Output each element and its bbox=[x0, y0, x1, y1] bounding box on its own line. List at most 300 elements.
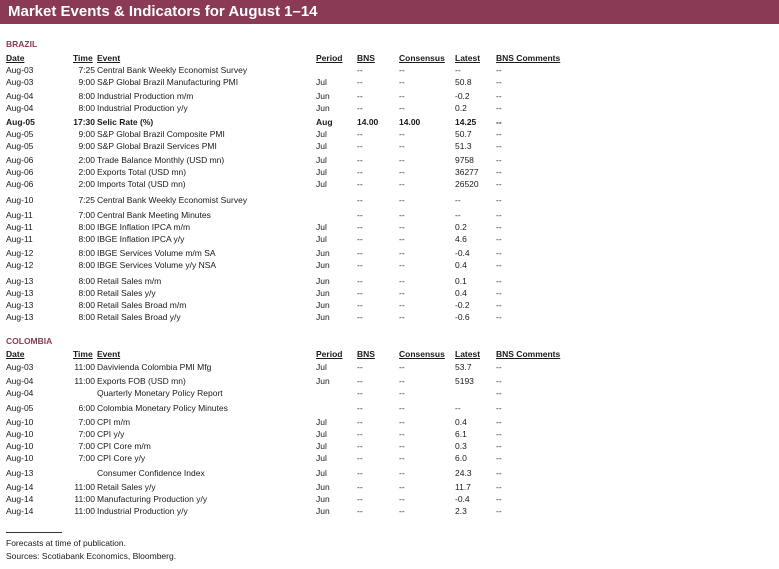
cell-period: Jun bbox=[316, 248, 330, 258]
cell-time: 11:00 bbox=[74, 482, 95, 492]
cell-bns: -- bbox=[357, 167, 363, 177]
cell-time: 8:00 bbox=[78, 260, 95, 270]
cell-event: Trade Balance Monthly (USD mn) bbox=[97, 155, 225, 165]
cell-event: Retail Sales m/m bbox=[97, 276, 162, 286]
cell-bns: -- bbox=[357, 179, 363, 189]
cell-period: Jul bbox=[316, 129, 327, 139]
cell-period: Jun bbox=[316, 312, 330, 322]
cell-date: Aug-10 bbox=[6, 429, 34, 439]
cell-date: Aug-13 bbox=[6, 468, 34, 478]
cell-latest: 50.7 bbox=[455, 129, 472, 139]
cell-period: Jun bbox=[316, 494, 330, 504]
cell-date: Aug-10 bbox=[6, 441, 34, 451]
cell-time: 7:00 bbox=[78, 453, 95, 463]
cell-time: 7:00 bbox=[78, 441, 95, 451]
table-row bbox=[0, 402, 779, 414]
cell-event: S&P Global Brazil Services PMI bbox=[97, 141, 217, 151]
cell-comm: -- bbox=[496, 441, 502, 451]
cell-event: Selic Rate (%) bbox=[97, 117, 154, 127]
cell-latest: -- bbox=[455, 195, 461, 205]
cell-cons: -- bbox=[399, 129, 405, 139]
cell-latest: -0.2 bbox=[455, 91, 470, 101]
cell-date: Aug-11 bbox=[6, 234, 33, 244]
cell-cons: -- bbox=[399, 300, 405, 310]
cell-bns: -- bbox=[357, 312, 363, 322]
cell-period: Jul bbox=[316, 362, 327, 372]
cell-cons: -- bbox=[399, 248, 405, 258]
cell-event: Central Bank Weekly Economist Survey bbox=[97, 65, 248, 75]
table-row bbox=[0, 128, 779, 140]
cell-cons: -- bbox=[399, 103, 405, 113]
cell-date: Aug-11 bbox=[6, 210, 33, 220]
cell-latest: 5193 bbox=[455, 376, 474, 386]
table-row bbox=[0, 428, 779, 440]
cell-time: 11:00 bbox=[74, 362, 95, 372]
cell-cons: -- bbox=[399, 453, 405, 463]
cell-period: Jun bbox=[316, 260, 330, 270]
cell-cons: 14.00 bbox=[399, 117, 421, 127]
cell-latest: -0.4 bbox=[455, 494, 470, 504]
cell-comm: -- bbox=[496, 234, 502, 244]
cell-event: S&P Global Brazil Composite PMI bbox=[97, 129, 225, 139]
table-row bbox=[0, 116, 779, 128]
table-row bbox=[0, 140, 779, 152]
cell-comm: -- bbox=[496, 65, 502, 75]
cell-comm: -- bbox=[496, 179, 502, 189]
table-row bbox=[0, 481, 779, 493]
cell-period: Jul bbox=[316, 417, 327, 427]
cell-comm: -- bbox=[496, 91, 502, 101]
cell-date: Aug-04 bbox=[6, 376, 34, 386]
column-header-period: Period bbox=[316, 53, 343, 63]
cell-time: 7:00 bbox=[78, 429, 95, 439]
cell-period: Jun bbox=[316, 300, 330, 310]
cell-time: 8:00 bbox=[78, 103, 95, 113]
column-header-comments: BNS Comments bbox=[496, 349, 561, 359]
cell-bns: -- bbox=[357, 376, 363, 386]
cell-date: Aug-10 bbox=[6, 417, 34, 427]
cell-time: 7:00 bbox=[78, 210, 95, 220]
cell-date: Aug-13 bbox=[6, 300, 34, 310]
cell-bns: -- bbox=[357, 468, 363, 478]
section-title-colombia: COLOMBIA bbox=[6, 336, 53, 346]
cell-comm: -- bbox=[496, 417, 502, 427]
cell-event: Industrial Production y/y bbox=[97, 506, 188, 516]
cell-period: Jul bbox=[316, 222, 327, 232]
cell-cons: -- bbox=[399, 222, 405, 232]
cell-event: Exports FOB (USD mn) bbox=[97, 376, 186, 386]
cell-time: 8:00 bbox=[78, 312, 95, 322]
cell-period: Jul bbox=[316, 234, 327, 244]
cell-latest: -0.2 bbox=[455, 300, 470, 310]
cell-latest: 0.2 bbox=[455, 222, 467, 232]
cell-bns: -- bbox=[357, 288, 363, 298]
cell-comm: -- bbox=[496, 388, 502, 398]
cell-date: Aug-13 bbox=[6, 312, 34, 322]
cell-cons: -- bbox=[399, 91, 405, 101]
table-row bbox=[0, 505, 779, 517]
cell-time: 8:00 bbox=[78, 300, 95, 310]
table-row bbox=[0, 76, 779, 88]
column-header-event: Event bbox=[97, 349, 121, 359]
cell-latest: 51.3 bbox=[455, 141, 472, 151]
cell-period: Jul bbox=[316, 429, 327, 439]
cell-comm: -- bbox=[496, 429, 502, 439]
cell-date: Aug-05 bbox=[6, 403, 34, 413]
cell-bns: -- bbox=[357, 388, 363, 398]
cell-date: Aug-12 bbox=[6, 248, 34, 258]
cell-latest: 0.1 bbox=[455, 276, 467, 286]
table-row bbox=[0, 102, 779, 114]
cell-cons: -- bbox=[399, 482, 405, 492]
cell-date: Aug-06 bbox=[6, 155, 34, 165]
cell-bns: -- bbox=[357, 417, 363, 427]
cell-bns: -- bbox=[357, 222, 363, 232]
column-header-consensus: Consensus bbox=[399, 349, 445, 359]
cell-cons: -- bbox=[399, 195, 405, 205]
cell-time: 11:00 bbox=[74, 494, 95, 504]
cell-comm: -- bbox=[496, 312, 502, 322]
cell-cons: -- bbox=[399, 376, 405, 386]
footnote-divider bbox=[6, 532, 62, 533]
cell-comm: -- bbox=[496, 362, 502, 372]
cell-event: S&P Global Brazil Manufacturing PMI bbox=[97, 77, 239, 87]
cell-time: 2:00 bbox=[78, 155, 95, 165]
cell-latest: -- bbox=[455, 210, 461, 220]
cell-event: Imports Total (USD mn) bbox=[97, 179, 186, 189]
table-row bbox=[0, 311, 779, 323]
footnote-forecasts: Forecasts at time of publication. bbox=[6, 538, 127, 548]
cell-latest: 36277 bbox=[455, 167, 479, 177]
column-header-consensus: Consensus bbox=[399, 53, 445, 63]
cell-date: Aug-06 bbox=[6, 167, 34, 177]
cell-time: 8:00 bbox=[78, 288, 95, 298]
table-row bbox=[0, 275, 779, 287]
cell-event: Retail Sales Broad m/m bbox=[97, 300, 187, 310]
cell-cons: -- bbox=[399, 210, 405, 220]
column-header-row bbox=[0, 52, 779, 64]
cell-time: 8:00 bbox=[78, 276, 95, 286]
cell-event: Industrial Production y/y bbox=[97, 103, 188, 113]
column-header-time: Time bbox=[73, 53, 93, 63]
column-header-date: Date bbox=[6, 53, 25, 63]
cell-bns: -- bbox=[357, 141, 363, 151]
cell-latest: 11.7 bbox=[455, 482, 471, 492]
cell-comm: -- bbox=[496, 77, 502, 87]
table-row bbox=[0, 287, 779, 299]
cell-event: Quarterly Monetary Policy Report bbox=[97, 388, 223, 398]
cell-latest: 4.6 bbox=[455, 234, 467, 244]
cell-bns: -- bbox=[357, 234, 363, 244]
cell-event: Central Bank Meeting Minutes bbox=[97, 210, 211, 220]
column-header-event: Event bbox=[97, 53, 121, 63]
cell-comm: -- bbox=[496, 276, 502, 286]
cell-date: Aug-05 bbox=[6, 141, 34, 151]
column-header-bns: BNS bbox=[357, 53, 375, 63]
cell-comm: -- bbox=[496, 248, 502, 258]
cell-comm: -- bbox=[496, 155, 502, 165]
cell-cons: -- bbox=[399, 388, 405, 398]
cell-period: Jul bbox=[316, 441, 327, 451]
cell-bns: -- bbox=[357, 65, 363, 75]
cell-period: Jun bbox=[316, 103, 330, 113]
table-row bbox=[0, 178, 779, 190]
cell-cons: -- bbox=[399, 417, 405, 427]
column-header-row bbox=[0, 348, 779, 360]
cell-time: 2:00 bbox=[78, 167, 95, 177]
cell-comm: -- bbox=[496, 288, 502, 298]
cell-event: Retail Sales Broad y/y bbox=[97, 312, 181, 322]
cell-latest: 9758 bbox=[455, 155, 474, 165]
cell-latest: -- bbox=[455, 65, 461, 75]
cell-date: Aug-14 bbox=[6, 482, 34, 492]
cell-time: 7:00 bbox=[78, 417, 95, 427]
cell-event: Consumer Confidence Index bbox=[97, 468, 205, 478]
section-title-brazil: BRAZIL bbox=[6, 39, 38, 49]
table-row bbox=[0, 209, 779, 221]
cell-cons: -- bbox=[399, 506, 405, 516]
cell-bns: -- bbox=[357, 129, 363, 139]
table-row bbox=[0, 154, 779, 166]
table-row bbox=[0, 493, 779, 505]
table-row bbox=[0, 452, 779, 464]
cell-date: Aug-05 bbox=[6, 129, 34, 139]
cell-date: Aug-03 bbox=[6, 77, 34, 87]
cell-latest: 24.3 bbox=[455, 468, 472, 478]
cell-latest: -- bbox=[455, 403, 461, 413]
cell-period: Jun bbox=[316, 376, 330, 386]
cell-event: IBGE Inflation IPCA m/m bbox=[97, 222, 191, 232]
cell-comm: -- bbox=[496, 222, 502, 232]
cell-period: Jul bbox=[316, 468, 327, 478]
column-header-period: Period bbox=[316, 349, 343, 359]
cell-bns: -- bbox=[357, 453, 363, 463]
cell-period: Jul bbox=[316, 155, 327, 165]
cell-date: Aug-03 bbox=[6, 65, 34, 75]
cell-period: Jun bbox=[316, 288, 330, 298]
cell-latest: 6.1 bbox=[455, 429, 467, 439]
column-header-latest: Latest bbox=[455, 349, 481, 359]
cell-cons: -- bbox=[399, 167, 405, 177]
cell-period: Jun bbox=[316, 482, 330, 492]
cell-cons: -- bbox=[399, 362, 405, 372]
cell-bns: -- bbox=[357, 441, 363, 451]
cell-bns: -- bbox=[357, 403, 363, 413]
cell-period: Jul bbox=[316, 77, 327, 87]
cell-cons: -- bbox=[399, 234, 405, 244]
cell-comm: -- bbox=[496, 506, 502, 516]
table-row bbox=[0, 221, 779, 233]
cell-period: Jun bbox=[316, 506, 330, 516]
table-row bbox=[0, 166, 779, 178]
cell-comm: -- bbox=[496, 117, 502, 127]
cell-comm: -- bbox=[496, 376, 502, 386]
cell-time: 2:00 bbox=[78, 179, 95, 189]
cell-comm: -- bbox=[496, 195, 502, 205]
cell-period: Jul bbox=[316, 179, 327, 189]
cell-comm: -- bbox=[496, 453, 502, 463]
cell-event: Industrial Production m/m bbox=[97, 91, 194, 101]
cell-bns: 14.00 bbox=[357, 117, 379, 127]
cell-bns: -- bbox=[357, 103, 363, 113]
cell-period: Jul bbox=[316, 141, 327, 151]
column-header-comments: BNS Comments bbox=[496, 53, 561, 63]
column-header-bns: BNS bbox=[357, 349, 375, 359]
cell-cons: -- bbox=[399, 288, 405, 298]
cell-date: Aug-13 bbox=[6, 276, 34, 286]
cell-cons: -- bbox=[399, 260, 405, 270]
cell-bns: -- bbox=[357, 276, 363, 286]
cell-bns: -- bbox=[357, 210, 363, 220]
cell-event: CPI y/y bbox=[97, 429, 125, 439]
cell-time: 8:00 bbox=[78, 91, 95, 101]
cell-date: Aug-10 bbox=[6, 195, 34, 205]
table-row bbox=[0, 194, 779, 206]
cell-time: 7:25 bbox=[78, 195, 95, 205]
cell-cons: -- bbox=[399, 141, 405, 151]
cell-period: Jun bbox=[316, 276, 330, 286]
column-header-time: Time bbox=[73, 349, 93, 359]
cell-latest: 0.3 bbox=[455, 441, 467, 451]
cell-time: 9:00 bbox=[78, 77, 95, 87]
cell-cons: -- bbox=[399, 429, 405, 439]
cell-date: Aug-04 bbox=[6, 388, 34, 398]
cell-comm: -- bbox=[496, 482, 502, 492]
cell-comm: -- bbox=[496, 167, 502, 177]
cell-latest: 26520 bbox=[455, 179, 479, 189]
cell-event: Davivienda Colombia PMI Mfg bbox=[97, 362, 212, 372]
table-row bbox=[0, 90, 779, 102]
cell-period: Jul bbox=[316, 453, 327, 463]
cell-bns: -- bbox=[357, 260, 363, 270]
table-row bbox=[0, 440, 779, 452]
cell-comm: -- bbox=[496, 468, 502, 478]
cell-date: Aug-14 bbox=[6, 494, 34, 504]
cell-latest: 0.4 bbox=[455, 288, 467, 298]
cell-time: 8:00 bbox=[78, 234, 95, 244]
cell-bns: -- bbox=[357, 195, 363, 205]
cell-cons: -- bbox=[399, 312, 405, 322]
cell-latest: 2.3 bbox=[455, 506, 467, 516]
cell-latest: 0.2 bbox=[455, 103, 467, 113]
cell-time: 11:00 bbox=[74, 506, 95, 516]
cell-comm: -- bbox=[496, 141, 502, 151]
footnote-sources: Sources: Scotiabank Economics, Bloomberg. bbox=[6, 551, 177, 561]
cell-cons: -- bbox=[399, 441, 405, 451]
cell-cons: -- bbox=[399, 77, 405, 87]
cell-event: CPI m/m bbox=[97, 417, 131, 427]
cell-latest: 14.25 bbox=[455, 117, 477, 127]
cell-bns: -- bbox=[357, 494, 363, 504]
cell-time: 8:00 bbox=[78, 222, 95, 232]
cell-event: IBGE Services Volume y/y NSA bbox=[97, 260, 217, 270]
cell-cons: -- bbox=[399, 65, 405, 75]
table-row bbox=[0, 247, 779, 259]
cell-cons: -- bbox=[399, 403, 405, 413]
cell-time: 9:00 bbox=[78, 129, 95, 139]
cell-event: CPI Core m/m bbox=[97, 441, 151, 451]
cell-latest: 6.0 bbox=[455, 453, 467, 463]
cell-date: Aug-04 bbox=[6, 103, 34, 113]
cell-latest: -0.4 bbox=[455, 248, 470, 258]
cell-event: Exports Total (USD mn) bbox=[97, 167, 187, 177]
table-row bbox=[0, 387, 779, 399]
cell-event: Colombia Monetary Policy Minutes bbox=[97, 403, 228, 413]
cell-event: Retail Sales y/y bbox=[97, 482, 156, 492]
cell-latest: 0.4 bbox=[455, 260, 467, 270]
cell-latest: 0.4 bbox=[455, 417, 467, 427]
cell-cons: -- bbox=[399, 155, 405, 165]
cell-date: Aug-04 bbox=[6, 91, 34, 101]
column-header-latest: Latest bbox=[455, 53, 481, 63]
cell-comm: -- bbox=[496, 103, 502, 113]
cell-date: Aug-13 bbox=[6, 288, 34, 298]
cell-bns: -- bbox=[357, 482, 363, 492]
cell-time: 11:00 bbox=[74, 376, 95, 386]
table-row bbox=[0, 299, 779, 311]
cell-time: 17:30 bbox=[73, 117, 95, 127]
cell-date: Aug-03 bbox=[6, 362, 34, 372]
cell-date: Aug-05 bbox=[6, 117, 35, 127]
cell-bns: -- bbox=[357, 506, 363, 516]
cell-time: 6:00 bbox=[78, 403, 95, 413]
table-row bbox=[0, 233, 779, 245]
table-row bbox=[0, 467, 779, 479]
cell-bns: -- bbox=[357, 362, 363, 372]
cell-comm: -- bbox=[496, 403, 502, 413]
cell-bns: -- bbox=[357, 300, 363, 310]
page-title: Market Events & Indicators for August 1–14 bbox=[0, 0, 779, 24]
cell-event: CPI Core y/y bbox=[97, 453, 146, 463]
cell-latest: -0.6 bbox=[455, 312, 470, 322]
cell-date: Aug-06 bbox=[6, 179, 34, 189]
cell-bns: -- bbox=[357, 429, 363, 439]
cell-event: Manufacturing Production y/y bbox=[97, 494, 208, 504]
cell-date: Aug-11 bbox=[6, 222, 33, 232]
cell-period: Jul bbox=[316, 167, 327, 177]
cell-event: Retail Sales y/y bbox=[97, 288, 156, 298]
cell-cons: -- bbox=[399, 179, 405, 189]
cell-comm: -- bbox=[496, 300, 502, 310]
table-row bbox=[0, 259, 779, 271]
cell-time: 9:00 bbox=[78, 141, 95, 151]
cell-latest: 53.7 bbox=[455, 362, 472, 372]
cell-bns: -- bbox=[357, 248, 363, 258]
cell-event: IBGE Services Volume m/m SA bbox=[97, 248, 216, 258]
cell-date: Aug-10 bbox=[6, 453, 34, 463]
table-row bbox=[0, 64, 779, 76]
cell-date: Aug-14 bbox=[6, 506, 34, 516]
cell-bns: -- bbox=[357, 91, 363, 101]
cell-event: IBGE Inflation IPCA y/y bbox=[97, 234, 185, 244]
table-row bbox=[0, 375, 779, 387]
cell-time: 7:25 bbox=[78, 65, 95, 75]
cell-latest: 50.8 bbox=[455, 77, 472, 87]
cell-comm: -- bbox=[496, 129, 502, 139]
cell-bns: -- bbox=[357, 77, 363, 87]
cell-comm: -- bbox=[496, 260, 502, 270]
cell-period: Jun bbox=[316, 91, 330, 101]
table-row bbox=[0, 361, 779, 373]
cell-cons: -- bbox=[399, 494, 405, 504]
table-row bbox=[0, 416, 779, 428]
column-header-date: Date bbox=[6, 349, 25, 359]
cell-period: Aug bbox=[316, 117, 333, 127]
cell-comm: -- bbox=[496, 210, 502, 220]
cell-cons: -- bbox=[399, 468, 405, 478]
cell-time: 8:00 bbox=[78, 248, 95, 258]
cell-date: Aug-12 bbox=[6, 260, 34, 270]
